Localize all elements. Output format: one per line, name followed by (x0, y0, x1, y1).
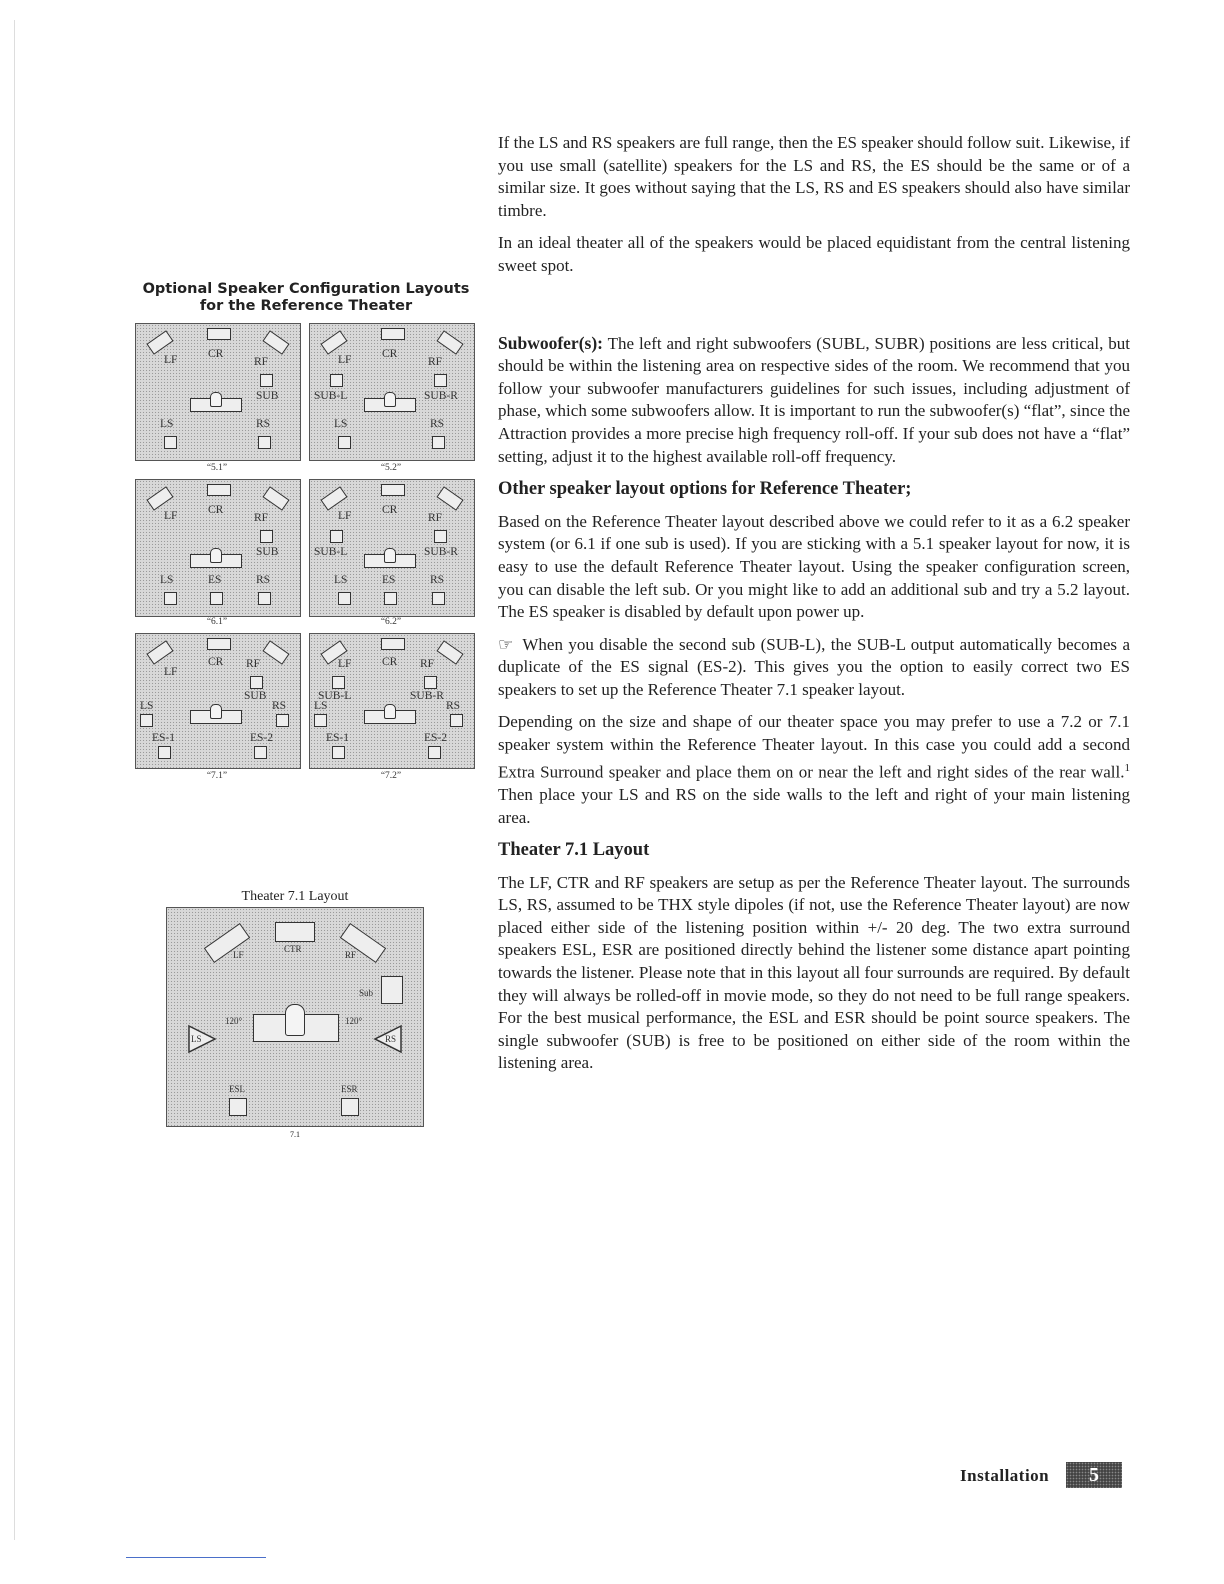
diagram-5-2: LF CR RF SUB-L SUB-R LS RS (309, 323, 475, 461)
speaker-es1-icon (332, 746, 345, 759)
speaker-es-icon (210, 592, 223, 605)
footnote-mark: 1 (1124, 761, 1130, 774)
speaker-lf-icon (320, 486, 347, 510)
note-body: When you disable the second sub (SUB-L), the SUB-L output automatically becomes a duplicate of the ES signal (ES-2). This gives you the option to easily correct two ES speakers to set up the Reference Theater 7.1 speaker layout. (498, 634, 1130, 699)
diagram-7-2: LF CR RF SUB-L SUB-R LS RS ES-1 ES-2 (309, 633, 475, 769)
speaker-rs-icon (276, 714, 289, 727)
speaker-rs-icon (258, 592, 271, 605)
speaker-lf-icon (146, 330, 173, 354)
diagram-5-1: LF CR RF SUB LS RS (135, 323, 301, 461)
speaker-es1-icon (158, 746, 171, 759)
diagram-6-2: LF CR RF SUB-L SUB-R LS ES RS (309, 479, 475, 617)
paragraph-note (498, 634, 1130, 702)
theater-71-title: Theater 7.1 Layout (241, 889, 349, 904)
speaker-sub-icon (260, 374, 273, 387)
speaker-rs-icon (258, 436, 271, 449)
subwoofer-body: The left and right subwoofers (SUBL, SUBR) positions are less critical, but should be within the listening area on respective sides of the room. We recommend that you follow your subwoofer manufacturers guidelines for such issues, including adjustment of phase, which some subwoofers allow. It is important to run the subwoofer(s) “flat”, since the Attraction provides a more precise high frequency roll-off. If your sub does not have a “flat” setting, adjust it to the highest available roll-off frequency. (498, 333, 1130, 466)
speaker-ls-icon (140, 714, 153, 727)
figure-title: Optional Speaker Configuration Layouts for the Reference Theater (142, 281, 470, 314)
speaker-sub-r-icon (434, 530, 447, 543)
speaker-lf-icon (320, 330, 347, 354)
pointing-hand-icon: ☞ (498, 634, 514, 655)
speaker-sub-icon (381, 976, 403, 1004)
speaker-cr-icon (207, 638, 231, 650)
speaker-rf-icon (436, 486, 463, 510)
speaker-sub-l-icon (332, 676, 345, 689)
speaker-sub-r-icon (424, 676, 437, 689)
speaker-ls-icon (338, 592, 351, 605)
speaker-rs-icon (432, 592, 445, 605)
speaker-sub-r-icon (434, 374, 447, 387)
chair-icon (384, 704, 396, 719)
paragraph-depending: Depending on the size and shape of our theater space you may prefer to use a 7.2 or 7.1 speaker system within the Reference Theater layout. In this case you could add a second Extra Surround speaker and place them on or near the left and right sides of the rear wall.$^1$ Then place your LS and RS on the side walls to the left and right of your main listening area. (498, 712, 1130, 827)
scan-edge (14, 20, 15, 1540)
speaker-cr-icon (207, 484, 231, 496)
speaker-ls-icon (164, 592, 177, 605)
speaker-es2-icon (428, 746, 441, 759)
speaker-rf-icon (262, 640, 289, 664)
speaker-ls-icon (338, 436, 351, 449)
speaker-rf-icon (262, 330, 289, 354)
paragraph-full-range: If the LS and RS speakers are full range, then the ES speaker should follow suit. Likewise, if you use small (satellite) speakers for the LS and RS, the ES should be the same or of a similar size. It goes without saying that the LS, RS and ES speakers should also have similar timbre. (498, 133, 1130, 220)
theater-71-diagram: LF CTR RF Sub 120° 120° LS RS ESL ESR (166, 907, 424, 1127)
heading-other-layouts: Other speaker layout options for Reference Theater; (498, 479, 912, 500)
speaker-rf-icon (262, 486, 289, 510)
diagram-7-1: LF CR RF SUB LS RS ES-1 ES-2 (135, 633, 301, 769)
speaker-sub-l-icon (330, 530, 343, 543)
speaker-esr-icon (341, 1098, 359, 1116)
speaker-sub-icon (250, 676, 263, 689)
speaker-rf-icon (436, 640, 463, 664)
speaker-rs-icon (432, 436, 445, 449)
speaker-ls-icon (314, 714, 327, 727)
speaker-lf-icon (146, 640, 173, 664)
theater-71-caption: 7.1 (290, 1130, 300, 1139)
page-number: 5 (1066, 1462, 1122, 1488)
bottom-rule (126, 1557, 266, 1558)
paragraph-based-on: Based on the Reference Theater layout described above we could refer to it as a 6.2 speaker system (or 6.1 if one sub is used). If you are sticking with a 5.1 speaker layout for now, it is easy to use the default Reference Theater layout. Using the speaker configuration screen, you can disable the left sub. Or you might like to add an additional sub and try a 5.2 layout. The ES speaker is disabled by default upon power up. (498, 511, 1130, 622)
chair-icon (210, 548, 222, 563)
diagram-6-1: LF CR RF SUB LS ES RS (135, 479, 301, 617)
speaker-cr-icon (381, 328, 405, 340)
speaker-rs-icon (450, 714, 463, 727)
speaker-cr-icon (381, 484, 405, 496)
subwoofer-lead: Subwoofer(s): (498, 332, 603, 353)
paragraph-subwoofer (498, 332, 1130, 469)
chair-icon (285, 1004, 305, 1036)
speaker-esl-icon (229, 1098, 247, 1116)
paragraph-theater-71: The LF, CTR and RF speakers are setup as per the Reference Theater layout. The surrounds LS, RS, assumed to be THX style dipoles (if not, use the Reference Theater layout) are now placed either side of the listening position within +/- 20 deg. The two extra surround speakers ESL, ESR are positioned directly behind the listener some distance apart pointing towards the listener. Please note that in this layout all four surrounds are required. By default they will always be rolled-off in movie mode, so they do not need to be full range speakers. For the best musical performance, the ESL and ESR should be point source speakers. The single subwoofer (SUB) is free to be positioned on either side of the room within the listening area. (498, 872, 1130, 1073)
speaker-cr-icon (207, 328, 231, 340)
speaker-ls-icon (164, 436, 177, 449)
speaker-rf-icon (436, 330, 463, 354)
speaker-lf-icon (146, 486, 173, 510)
chair-icon (384, 548, 396, 563)
footer-section-label: Installation (960, 1466, 1050, 1485)
speaker-ctr-icon (275, 922, 315, 942)
paragraph-equidistant: In an ideal theater all of the speakers would be placed equidistant from the central listening sweet spot. (498, 233, 1130, 275)
speaker-sub-icon (260, 530, 273, 543)
speaker-sub-l-icon (330, 374, 343, 387)
speaker-es2-icon (254, 746, 267, 759)
chair-icon (384, 392, 396, 407)
chair-icon (210, 704, 222, 719)
main-text-column (498, 132, 1130, 1085)
heading-theater-71: Theater 7.1 Layout (498, 840, 650, 861)
speaker-cr-icon (381, 638, 405, 650)
chair-icon (210, 392, 222, 407)
speaker-es-icon (384, 592, 397, 605)
